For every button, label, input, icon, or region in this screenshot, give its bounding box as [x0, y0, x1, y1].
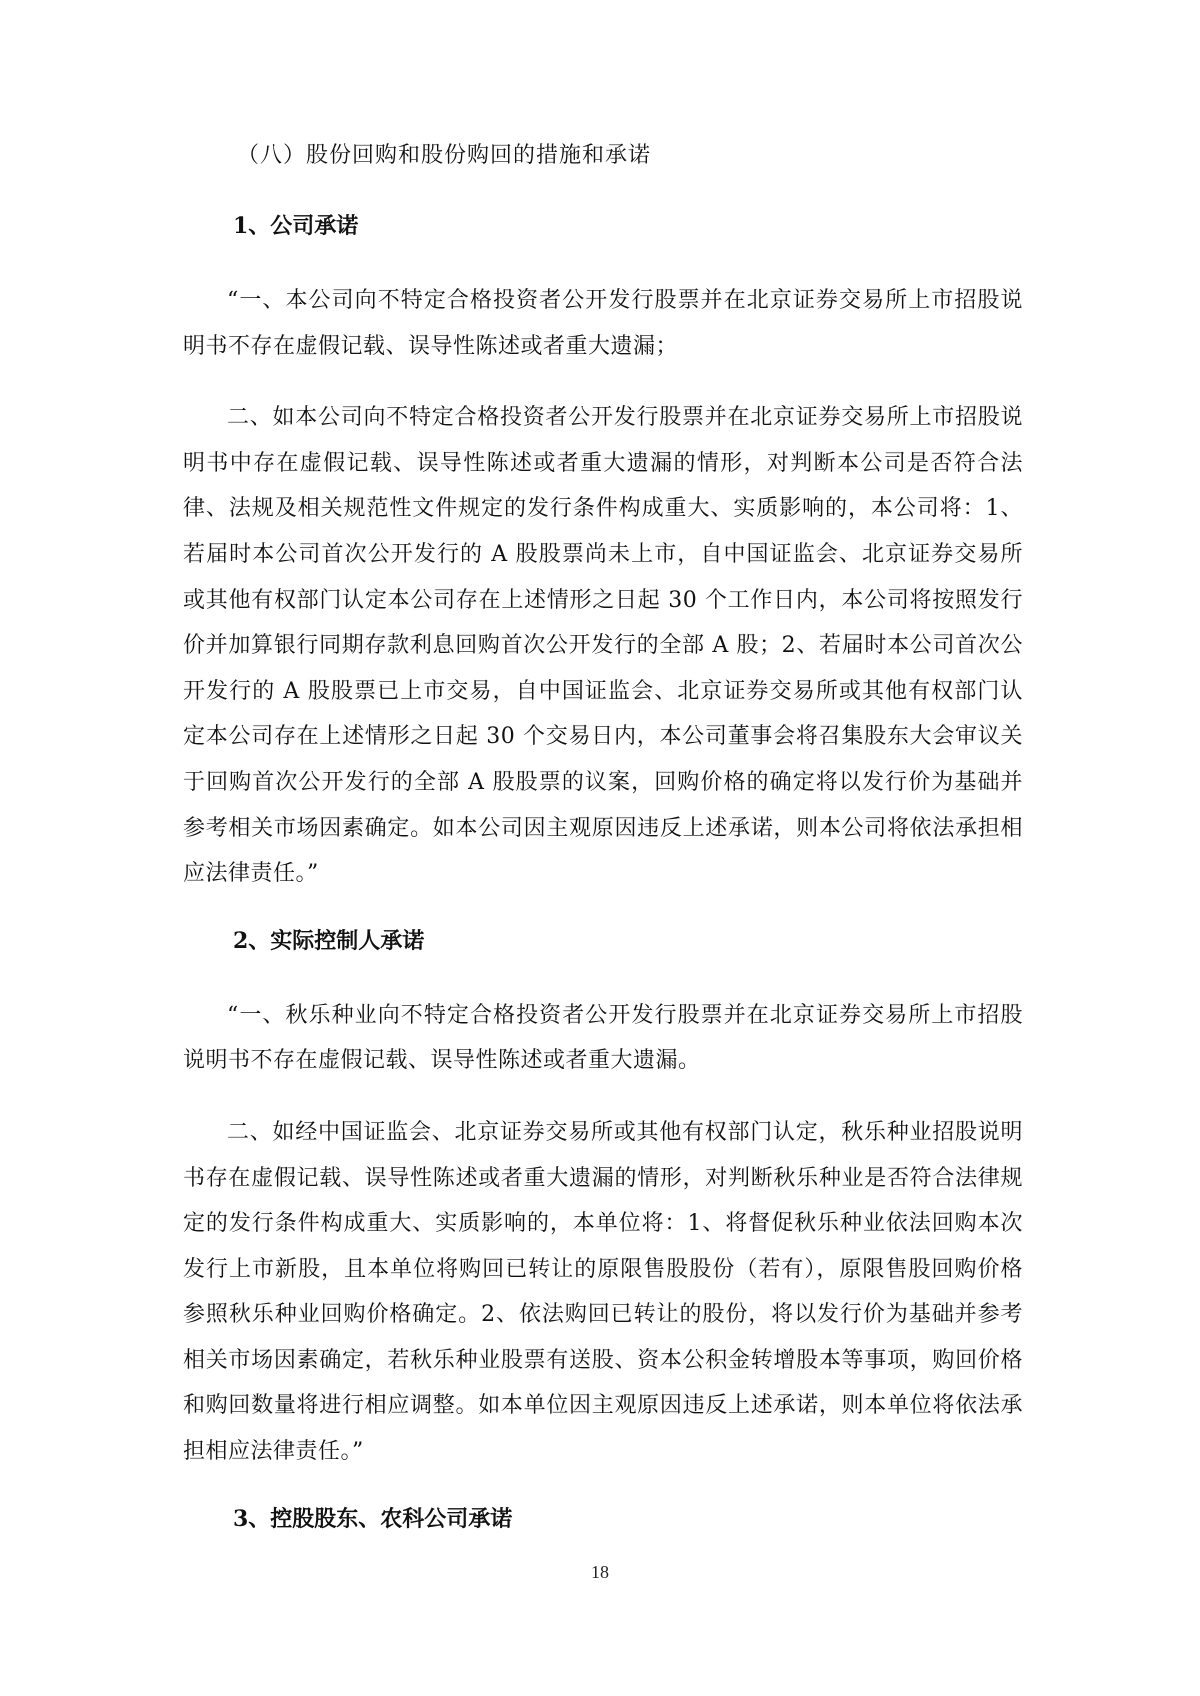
- controller-commitment-paragraph-2: 二、如经中国证监会、北京证券交易所或其他有权部门认定，秋乐种业招股说明书存在虚假记载、误导性陈述或者重大遗漏的情形，对判断秋乐种业是否符合法律规定的发行条件构成重大、实质影响的，本单位将：1、将督促秋乐种业依法回购本次发行上市新股，且本单位将购回已转让的原限售股股份（若有），原限售股回购价格参照秋乐种业回购价格确定。2、依法购回已转让的股份，将以发行价为基础并参考相关市场因素确定，若秋乐种业股票有送股、资本公积金转增股本等事项，购回价格和购回数量将进行相应调整。如本单位因主观原因违反上述承诺，则本单位将依法承担相应法律责任。”: [183, 1119, 1023, 1465]
- controller-commitment-paragraph-1: “一、秋乐种业向不特定合格投资者公开发行股票并在北京证券交易所上市招股说明书不存在虚假记载、误导性陈述或者重大遗漏。: [183, 1002, 1023, 1074]
- company-commitment-paragraph-1: “一、本公司向不特定合格投资者公开发行股票并在北京证券交易所上市招股说明书不存在虚假记载、误导性陈述或者重大遗漏；: [183, 288, 1023, 359]
- subsection-heading-controller: 2、实际控制人承诺: [233, 927, 425, 954]
- page-content: [183, 138, 1023, 1571]
- page-number: 18: [591, 1562, 609, 1582]
- subsection-heading-shareholder: 3、控股股东、农科公司承诺: [233, 1505, 513, 1532]
- subsection-heading-company: 1、公司承诺: [233, 213, 359, 239]
- company-commitment-paragraph-2: 二、如本公司向不特定合格投资者公开发行股票并在北京证券交易所上市招股说明书中存在虚假记载、误导性陈述或者重大遗漏的情形，对判断本公司是否符合法律、法规及相关规范性文件规定的发行条件构成重大、实质影响的，本公司将：1、若届时本公司首次公开发行的 A 股股票尚未上市，自中国证监会、北京证券交易所或其他有权部门认定本公司存在上述情形之日起 30 个工作日内，本公司将按照发行价并加算银行同期存款利息回购首次公开发行的全部 A 股；2、若届时本公司首次公开发行的 A 股股票已上市交易，自中国证监会、北京证券交易所或其他有权部门认定本公司存在上述情形之日起 30 个交易日内，本公司董事会将召集股东大会审议关于回购首次公开发行的全部 A 股股票的议案，回购价格的确定将以发行价为基础并参考相关市场因素确定。如本公司因主观原因违反上述承诺，则本公司将依法承担相应法律责任。”: [183, 405, 1023, 887]
- section-title: （八）股份回购和股份购回的措施和承诺: [237, 143, 652, 168]
